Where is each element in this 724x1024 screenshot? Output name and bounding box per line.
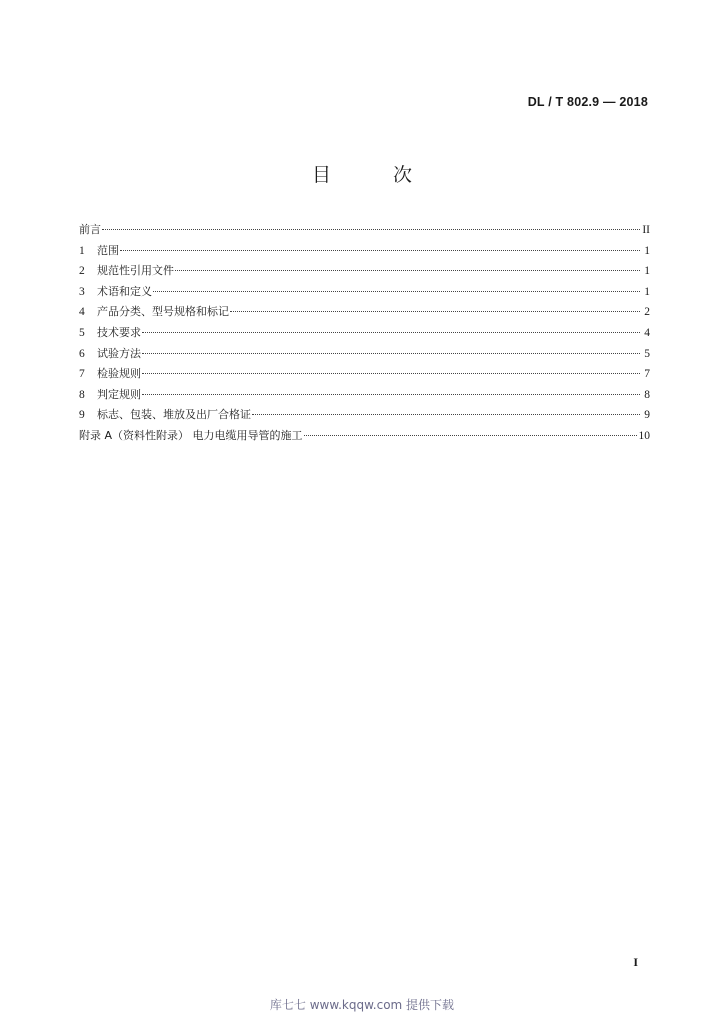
dot-leader (142, 394, 640, 395)
toc-entry-number: 7 (79, 368, 85, 381)
dot-leader (142, 373, 640, 374)
toc-entry-marking-packaging[interactable] (79, 405, 650, 426)
dot-leader (120, 250, 640, 251)
toc-entry-page: 1 (644, 244, 650, 257)
toc-entry-label: 检验规则 (97, 367, 141, 381)
toc-entry-page: II (642, 224, 650, 236)
toc-entry-label: 范围 (97, 243, 119, 257)
toc-entry-technical-requirements[interactable] (79, 323, 650, 344)
standard-number: DL / T 802.9 — 2018 (527, 95, 648, 109)
toc-entry-label: 术语和定义 (97, 284, 152, 298)
download-footer: 库七七 www.kqqw.com 提供下载 (269, 998, 455, 1012)
toc-entry-number: 2 (79, 265, 85, 278)
dot-leader (230, 311, 640, 312)
toc-entry-label: 试验方法 (97, 346, 141, 360)
toc-entry-terms-definitions[interactable] (79, 282, 650, 303)
toc-entry-inspection-rules[interactable] (79, 364, 650, 385)
toc-entry-number: 3 (79, 285, 85, 298)
toc-entry-number: 5 (79, 326, 85, 339)
toc-entry-label: 技术要求 (97, 325, 141, 339)
toc-entry-label: 规范性引用文件 (97, 264, 174, 278)
toc-entry-page: 2 (644, 306, 650, 319)
toc-entry-page: 1 (644, 285, 650, 298)
page-number: I (633, 955, 638, 969)
dot-leader (102, 229, 640, 230)
toc-entry-number: 6 (79, 347, 85, 360)
toc-title: 目 次 (311, 164, 441, 186)
dot-leader (175, 270, 640, 271)
toc-entry-page: 5 (644, 347, 650, 360)
toc-entry-page: 10 (638, 429, 650, 442)
toc-entry-number: 9 (79, 409, 85, 422)
toc-entry-label: 标志、包装、堆放及出厂合格证 (97, 408, 251, 422)
toc-entry-judgment-rules[interactable] (79, 385, 650, 406)
toc-entry-normative-references[interactable] (79, 261, 650, 282)
toc-entry-label: 判定规则 (97, 387, 141, 401)
toc-entry-label: 前言 (79, 223, 101, 236)
toc-entry-label: 附录 A（资料性附录） 电力电缆用导管的施工 (79, 428, 303, 442)
toc-entry-label: 产品分类、型号规格和标记 (97, 305, 229, 319)
toc-entry-scope[interactable] (79, 241, 650, 262)
dot-leader (153, 291, 640, 292)
toc-entry-page: 7 (644, 368, 650, 381)
dot-leader (252, 414, 640, 415)
toc-entry-number: 1 (79, 244, 85, 257)
toc-entry-number: 8 (79, 388, 85, 401)
dot-leader (304, 435, 637, 436)
table-of-contents (79, 220, 650, 447)
toc-entry-page: 4 (644, 326, 650, 339)
toc-entry-appendix-a[interactable] (79, 426, 650, 447)
toc-entry-classification[interactable] (79, 302, 650, 323)
toc-entry-test-methods[interactable] (79, 344, 650, 365)
toc-entry-page: 9 (644, 409, 650, 422)
toc-entry-foreword[interactable] (79, 220, 650, 241)
dot-leader (142, 353, 640, 354)
toc-entry-number: 4 (79, 306, 85, 319)
dot-leader (142, 332, 640, 333)
toc-entry-page: 1 (644, 265, 650, 278)
toc-entry-page: 8 (644, 388, 650, 401)
